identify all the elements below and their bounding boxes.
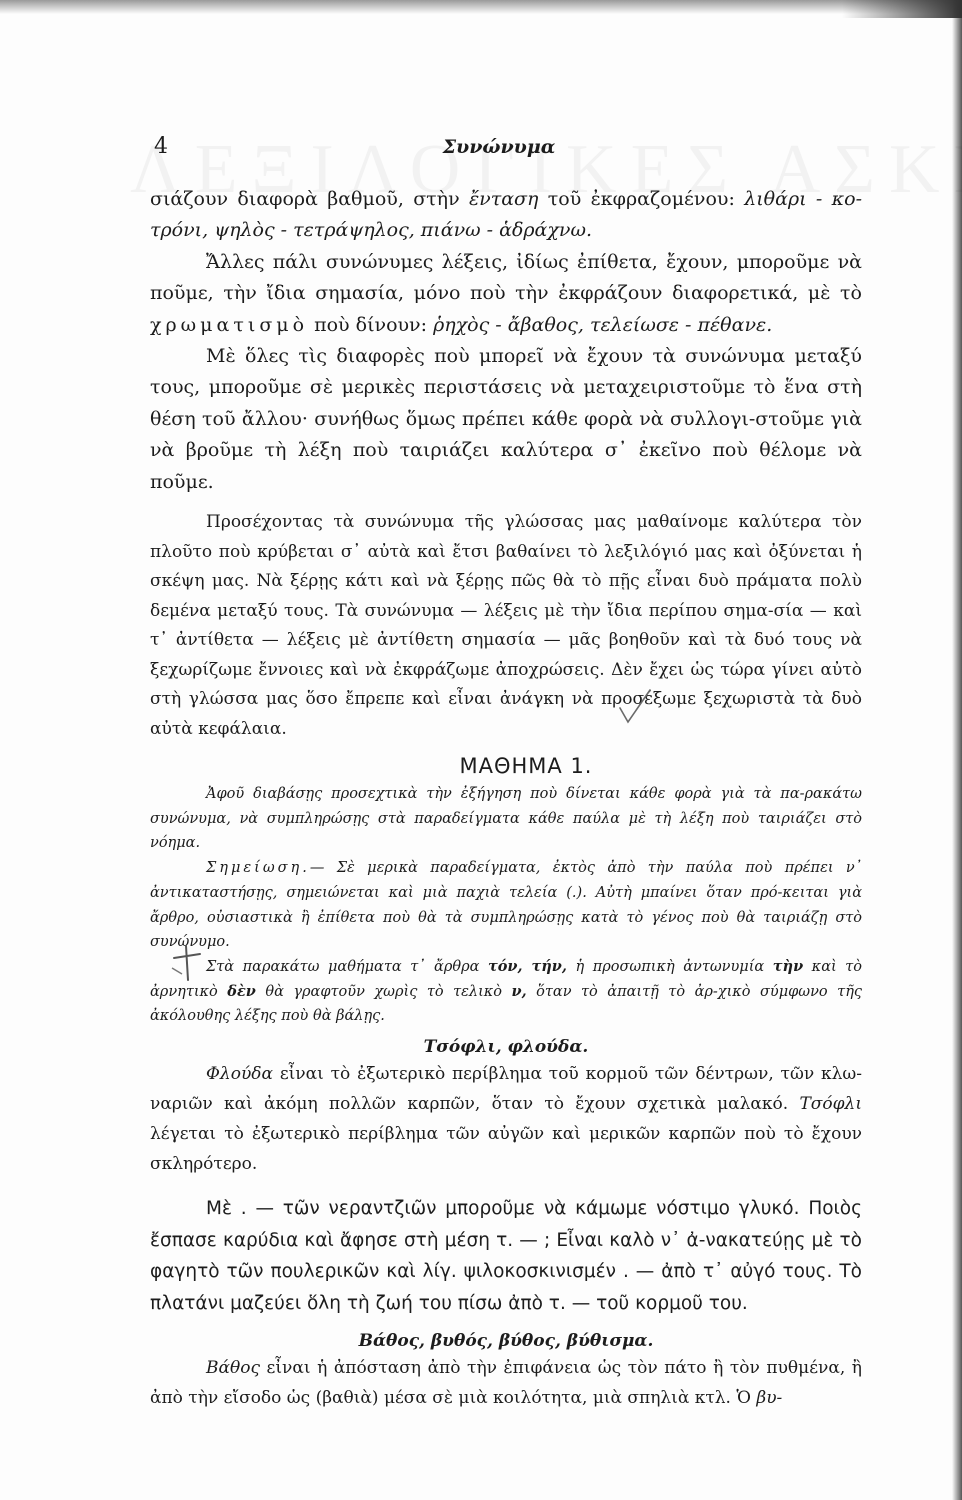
handwritten-check-mark [616,688,656,728]
text-run: Ἄλλες πάλι συνώνυμες λέξεις, ἰδίως ἐπίθετα, ἔχουν, μποροῦμε νὰ ποῦμε, τὴν ἴδια σημασία, μόνο ποὺ τὴν ἐκφράζουν διαφορετικά, μὲ τὸ [150,250,862,305]
text-run-italic: ἔνταση [468,188,539,210]
text-run: θὰ γραφτοῦν χωρὶς τὸ τελικὸ [255,983,512,1000]
entry-title-tsofli: Τσόφλι, φλούδα. [423,1037,589,1058]
lesson-note [150,856,862,955]
paragraph-intensity [150,184,862,247]
text-run-bold: τόν, τήν, [487,957,567,975]
paragraph-synonyms-antonyms: Προσέχοντας τὰ συνώνυμα τῆς γλώσσας μας μαθαίνομε καλύτερα τὸν πλοῦτο ποὺ κρύβεται σ᾽ αὐτὰ καὶ ἔτσι βαθαίνει τὸ λεξιλόγιό μας καὶ ὀξύνεται ἡ σκέψη μας. Νὰ ξέρῃς κάτι καὶ νὰ ξέρῃς πῶς θὰ τὸ πῇς εἶναι δυὸ πράματα πολὺ δεμένα μεταξύ τους. Τὰ συνώνυμα — λέξεις μὲ τὴν ἴδια περίπου σημα-σία — καὶ τ᾽ ἀντίθετα — λέξεις μὲ ἀντίθετη σημασία — μᾶς βοηθοῦν καὶ τὰ δυό τους νὰ ξεχωρίζωμε ἔννοιες καὶ νὰ ἐκφράζωμε ἀποχρώσεις. Δὲν ἔχει ὡς τώρα γίνει αὐτὸ στὴ γλώσσα μας ὅσο ἔπρεπε καὶ εἶναι ἀνάγκη νὰ προσέξωμε ξεχωριστὰ τὰ δυὸ αὐτὰ κεφάλαια. [150,512,862,739]
scan-edge-right [952,0,962,1500]
text-run: ὅταν τὸ ἀπαιτῇ τὸ ἀρ-χικὸ σύμφωνο τῆς ἀκόλουθης λέξης ποὺ θὰ βάλῃς. [150,983,863,1025]
text-run-italic: βυ- [756,1388,783,1409]
text-run-italic: Τσόφλι [799,1094,862,1115]
text-run-bold: δὲν [227,982,256,1000]
page-header [154,134,844,166]
exercise-tsofli: Μὲ . — τῶν νεραντζιῶν μποροῦμε νὰ κάμωμε νόστιμο γλυκό. Ποιὸς ἔσπασε καρύδια καὶ ἄφησε στὴ μέση τ. — ; Εἶναι καλὸ ν᾽ ἀ-νακατεύῃς μὲ τὸ φαγητὸ τῶν πουλερικῶν καὶ λίγ. ψιλοκοσκινισμέν . — ἀπὸ τ᾽ αὐγό τους. Τὸ πλατάνι μαζεύει ὅλη τὴ ζωή του πίσω ἀπὸ τ. — τοῦ κορμοῦ του. [150,1198,862,1314]
scan-edge-top [0,0,962,14]
text-run: ἡ προσωπικὴ ἀντωνυμία [566,958,773,975]
lesson-instruction: Ἀφοῦ διαβάσῃς προσεχτικὰ τὴν ἐξήγηση ποὺ δίνεται κάθε φορὰ γιὰ τὰ πα-ρακάτω συνώνυμα, νὰ συμπληρώσῃς στὰ παραδείγματα κάθε παύλα μὲ τὴ λέξη ποὺ ταιριάζει στὸ νόημα. [150,786,862,852]
spacer [150,498,862,508]
text-run: καὶ τὸ ἀρνητικὸ [150,958,862,1000]
page-content [150,184,862,1413]
text-run: λέγεται τὸ ἐξωτερικὸ περίβλημα τῶν αὐγῶν καὶ μερικῶν καρπῶν ποὺ τὸ ἔχουν σκληρότερο. [150,1124,862,1175]
text-run-italic: Φλούδα [206,1064,273,1085]
text-run: σιάζουν διαφορὰ βαθμοῦ, στὴν [150,188,469,210]
text-run: εἶναι ἡ ἀπόσταση ἀπὸ τὴν ἐπιφάνεια ὡς τὸν πάτο ἢ τὸν πυθμένα, ἢ ἀπὸ τὴν εἴσοδο ὡς (βαθιὰ) μέσα σὲ μιὰ κοιλότητα, μιὰ σπηλιὰ κτλ. Ὁ [150,1358,862,1409]
paragraph-colouring [150,247,862,341]
text-run-bold: ν, [511,982,527,1000]
text-run-italic: ῥηχὸς - ἄβαθος, τελείωσε - πέθανε. [433,313,773,336]
note-label: Σημείωση. [206,860,310,877]
handwritten-cross-mark [166,944,208,984]
text-run: τοῦ ἐκφραζομένου: [538,188,745,210]
text-run-italic: Βάθος [206,1358,260,1379]
lesson-note-articles [150,955,862,1029]
lesson-title: ΜΑΘΗΜΑ 1. [459,754,593,779]
scan-edge-corner [842,0,962,18]
entry-definition-vathos [150,1353,862,1413]
entry-definition-tsofli [150,1059,862,1179]
text-run-bold: τὴν [772,957,804,975]
text-run: εἶναι τὸ ἐξωτερικὸ περίβλημα τοῦ κορμοῦ τῶν δέντρων, τῶν κλω-ναριῶν καὶ ἀκόμη πολλῶν καρπῶν, ὅταν τὸ ἔχουν σχετικὰ μαλακό. [150,1064,862,1115]
page-number: 4 [154,134,168,159]
spacer [150,1179,862,1193]
running-title: Συνώνυμα [442,136,556,158]
text-run-italic: λιθάρι - κο-τρόνι, ψηλὸς - τετράψηλος, πιάνω - ἁδράχνω. [150,188,862,242]
text-run: Στὰ παρακάτω μαθήματα τ᾽ ἄρθρα [206,958,488,975]
text-run: — Σὲ μερικὰ παραδείγματα, ἐκτὸς ἀπὸ τὴν παύλα ποὺ πρέπει ν᾽ ἀντικαταστήσῃς, σημειώνεται καὶ μιὰ παχιὰ τελεία (.). Αὐτὴ μπαίνει ὅταν πρό-κειται γιὰ ἄρθρο, οὐσιαστικὰ ἢ ἐπίθετα ποὺ θὰ τὰ συμπληρώσῃς κατὰ τὸ γένος ποὺ θὰ ταιριάζῃ στὸ συνώνυμο. [150,860,862,951]
text-run-spaced: χρωματισμὸ [150,313,309,336]
text-run: ποὺ δίνουν: [308,313,434,336]
paragraph-differences: Μὲ ὅλες τὶς διαφορὲς ποὺ μπορεῖ νὰ ἔχουν τὰ συνώνυμα μεταξύ τους, μποροῦμε σὲ μερικὲς περιστάσεις νὰ μεταχειριστοῦμε τὸ ἕνα στὴ θέση τοῦ ἄλλου· συνήθως ὅμως πρέπει κάθε φορὰ νὰ συλλογι-στοῦμε γιὰ νὰ βροῦμε τὴ λέξη ποὺ ταιριάζει καλύτερα σ᾽ ἐκεῖνο ποὺ θέλομε νὰ ποῦμε. [150,345,862,493]
entry-title-vathos: Βάθος, βυθός, βύθος, βύθισμα. [358,1331,654,1352]
